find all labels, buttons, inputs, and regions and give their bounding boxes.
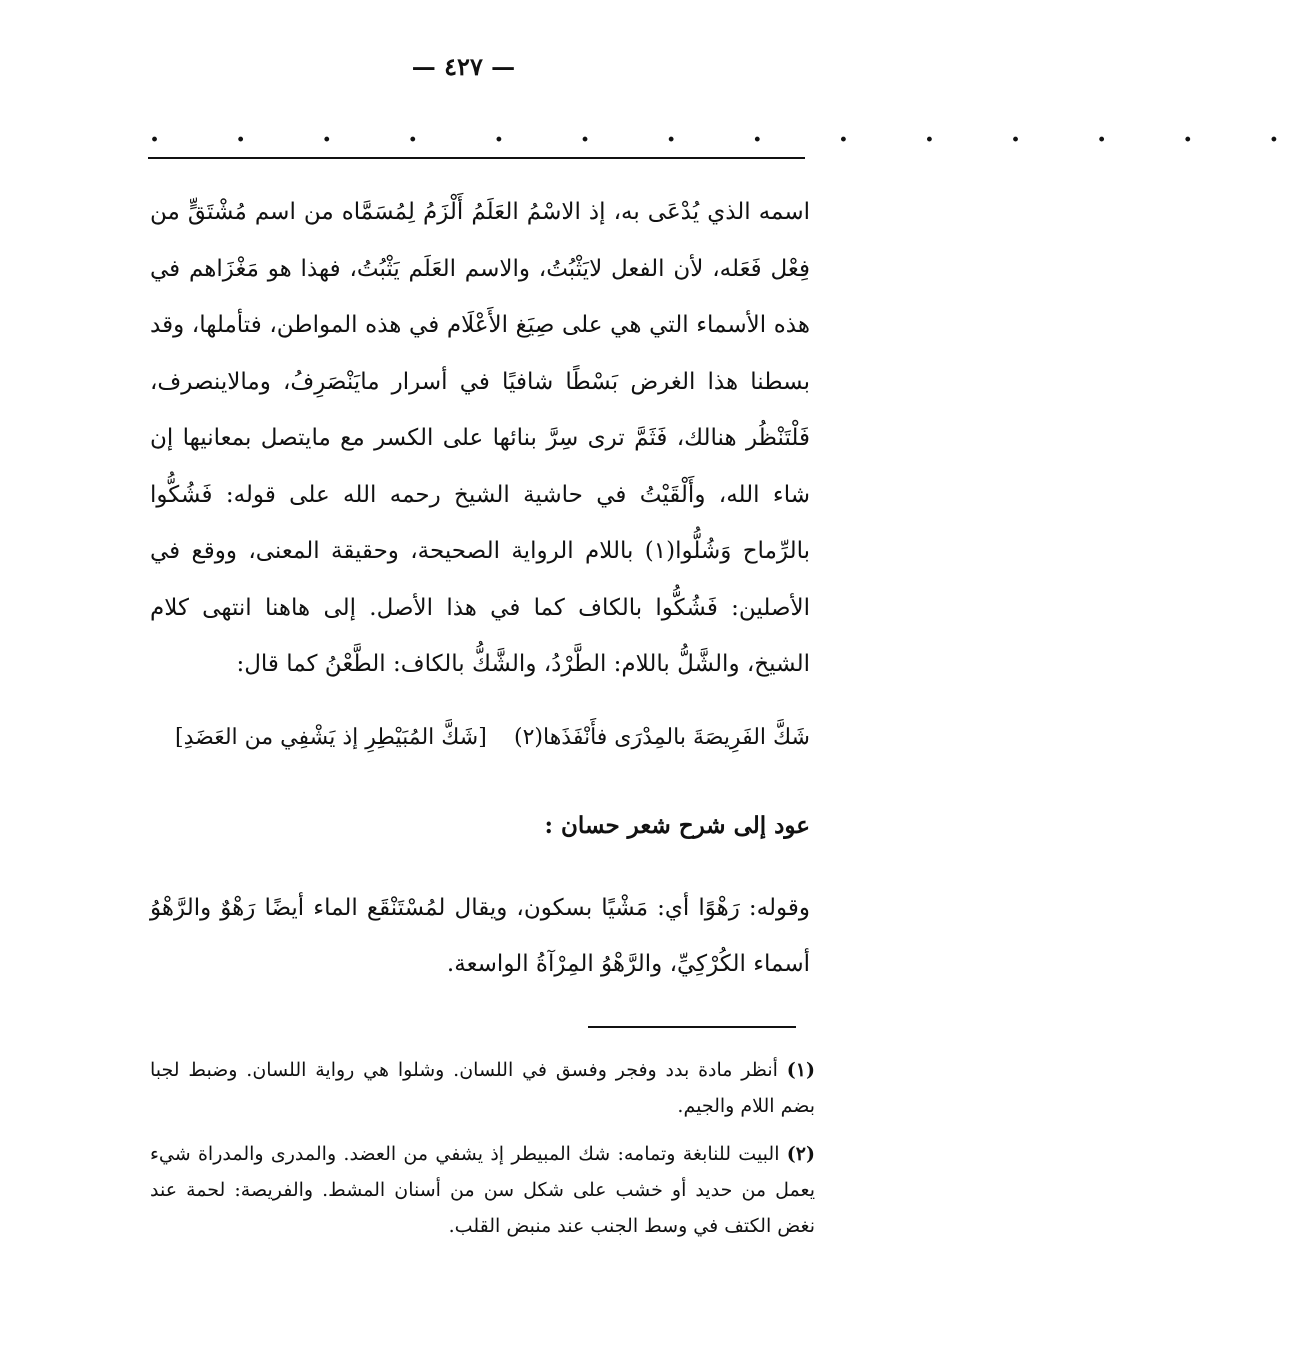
section-heading: عود إلى شرح شعر حسان :	[544, 812, 810, 839]
footnote-rule	[588, 1026, 796, 1028]
footnote-number: (٢)	[786, 1143, 815, 1165]
footnote-text: أنظر مادة بدد وفجر وفسق في اللسان. وشلوا هي رواية اللسان. وضبط لجبا بضم اللام والجيم.	[150, 1059, 815, 1117]
body-paragraph: اسمه الذي يُدْعَى به، إذ الاسْمُ العَلَمُ أَلْزَمُ لِمُسَمَّاه من اسم مُشْتَقٍّ من فِعْل فَعَله، لأن الفعل لايَثْبُتُ، والاسم العَلَم يَثْبُتُ، فهذا هو مَغْزَاهم في هذه الأسماء التي هي على صِيَغ الأَعْلَام في هذه المواطن، فتأملها، وقد بسطنا هذا الغرض بَسْطًا شافيًا في أسرار مايَنْصَرِفُ، ومالاينصرف، فَلْتَنْظُر هنالك، فَثَمَّ ترى سِرَّ بنائها على الكسر مع مايتصل بمعانيها إن شاء الله، وأَلْقَيْتُ في حاشية الشيخ رحمه الله على قوله: فَشُكُّوا بالرِّماح وَشُلُّوا(١) باللام الرواية الصحيحة، وحقيقة المعنى، ووقع في الأصلين: فَشُكُّوا بالكاف كما في هذا الأصل. إلى هاهنا انتهى كلام الشيخ، والشَّلُّ باللام: الطَّرْدُ، والشَّكُّ بالكاف: الطَّعْنُ كما قال:	[150, 199, 810, 677]
section-paragraph: وقوله: رَهْوًا أي: مَشْيًا بسكون، ويقال لمُسْتَنْقَع الماء أيضًا رَهْوٌ والرَّهْوُ أسماء الكُرْكِيِّ، والرَّهْوُ المِرْآةُ الواسعة.	[150, 895, 810, 977]
verse-right-hemistich: شَكَّ الفَرِيصَةَ بالمِدْرَى فأَنْفَذَها(٢)	[513, 725, 810, 750]
section-text	[150, 880, 810, 992]
header-rule	[148, 157, 805, 159]
footnote-text: البيت للنابغة وتمامه: شك المبيطر إذ يشفي من العضد. والمدرى والمدراة شيء يعمل من حديد أو خشب على شكل سن من أسنان المشط. والفريصة: لحمة عند نغض الكتف في وسط الجنب عند منبض القلب.	[150, 1143, 815, 1237]
separator-dots: . . . . . . . . . . . . . .	[150, 118, 1312, 148]
footnotes	[150, 1052, 815, 1256]
footnote-1	[150, 1052, 815, 1124]
footnote-2	[150, 1136, 815, 1244]
verse-left-hemistich: [شَكَّ المُبَيْطِرِ إذ يَشْفِي من العَضَدِ]	[175, 725, 487, 750]
main-text	[150, 184, 810, 693]
footnote-number: (١)	[786, 1059, 816, 1081]
page-number: — ٤٢٧ —	[411, 52, 516, 81]
